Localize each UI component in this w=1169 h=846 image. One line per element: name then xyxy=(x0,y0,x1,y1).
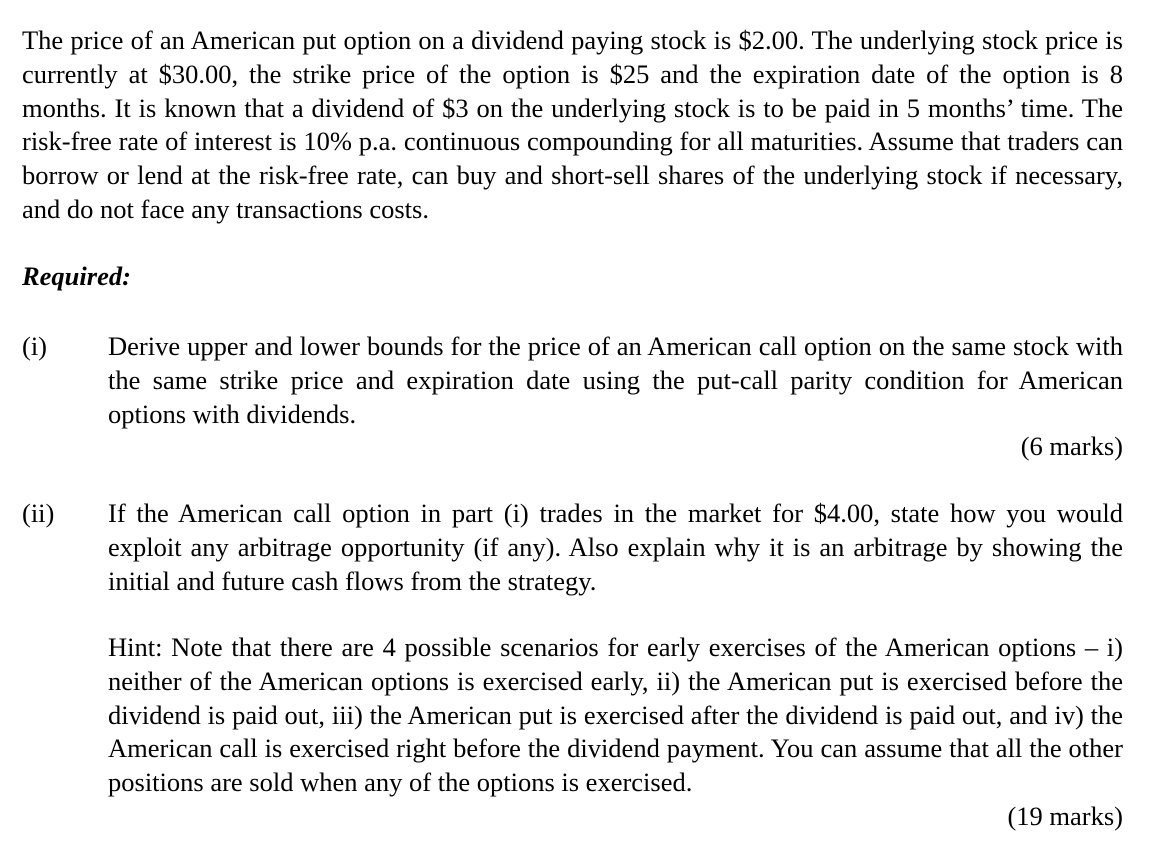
question-1-number: (i) xyxy=(22,331,48,361)
problem-statement: The price of an American put option on a dividend paying stock is $2.00. The underlying stock price is currently at $30.00, the strike price of the option is $25 and the expiration date of the option is 8 months. It is known that a dividend of $3 on the underlying stock is to be paid in 5 months’ time. The risk-free rate of interest is 10% p.a. continuous compounding for all maturities. Assume that traders can borrow or lend at the risk-free rate, can buy and short-sell shares of the underlying stock if necessary, and do not face any transactions costs. xyxy=(22,25,1123,224)
question-2-text: If the American call option in part (i) trades in the market for $4.00, state how you would exploit any arbitrage opportunity (if any). Also explain why it is an arbitrage by showing the initial and future cash flows from the strategy. xyxy=(108,498,1123,596)
question-2-marks: (19 marks) xyxy=(1007,801,1123,831)
question-2-number: (ii) xyxy=(22,498,55,528)
question-1-text: Derive upper and lower bounds for the price of an American call option on the same stock with the same strike price and expiration date using the put-call parity condition for American options with dividends. xyxy=(108,331,1123,429)
required-heading: Required: xyxy=(22,261,131,291)
question-2-hint: Hint: Note that there are 4 possible scenarios for early exercises of the American options – i) neither of the American options is exercised early, ii) the American put is exercised before the dividend is paid out, iii) the American put is exercised after the dividend is paid out, and iv) the American call is exercised right before the dividend payment. You can assume that all the other positions are sold when any of the options is exercised. xyxy=(108,632,1123,798)
question-1-marks: (6 marks) xyxy=(1020,431,1123,461)
